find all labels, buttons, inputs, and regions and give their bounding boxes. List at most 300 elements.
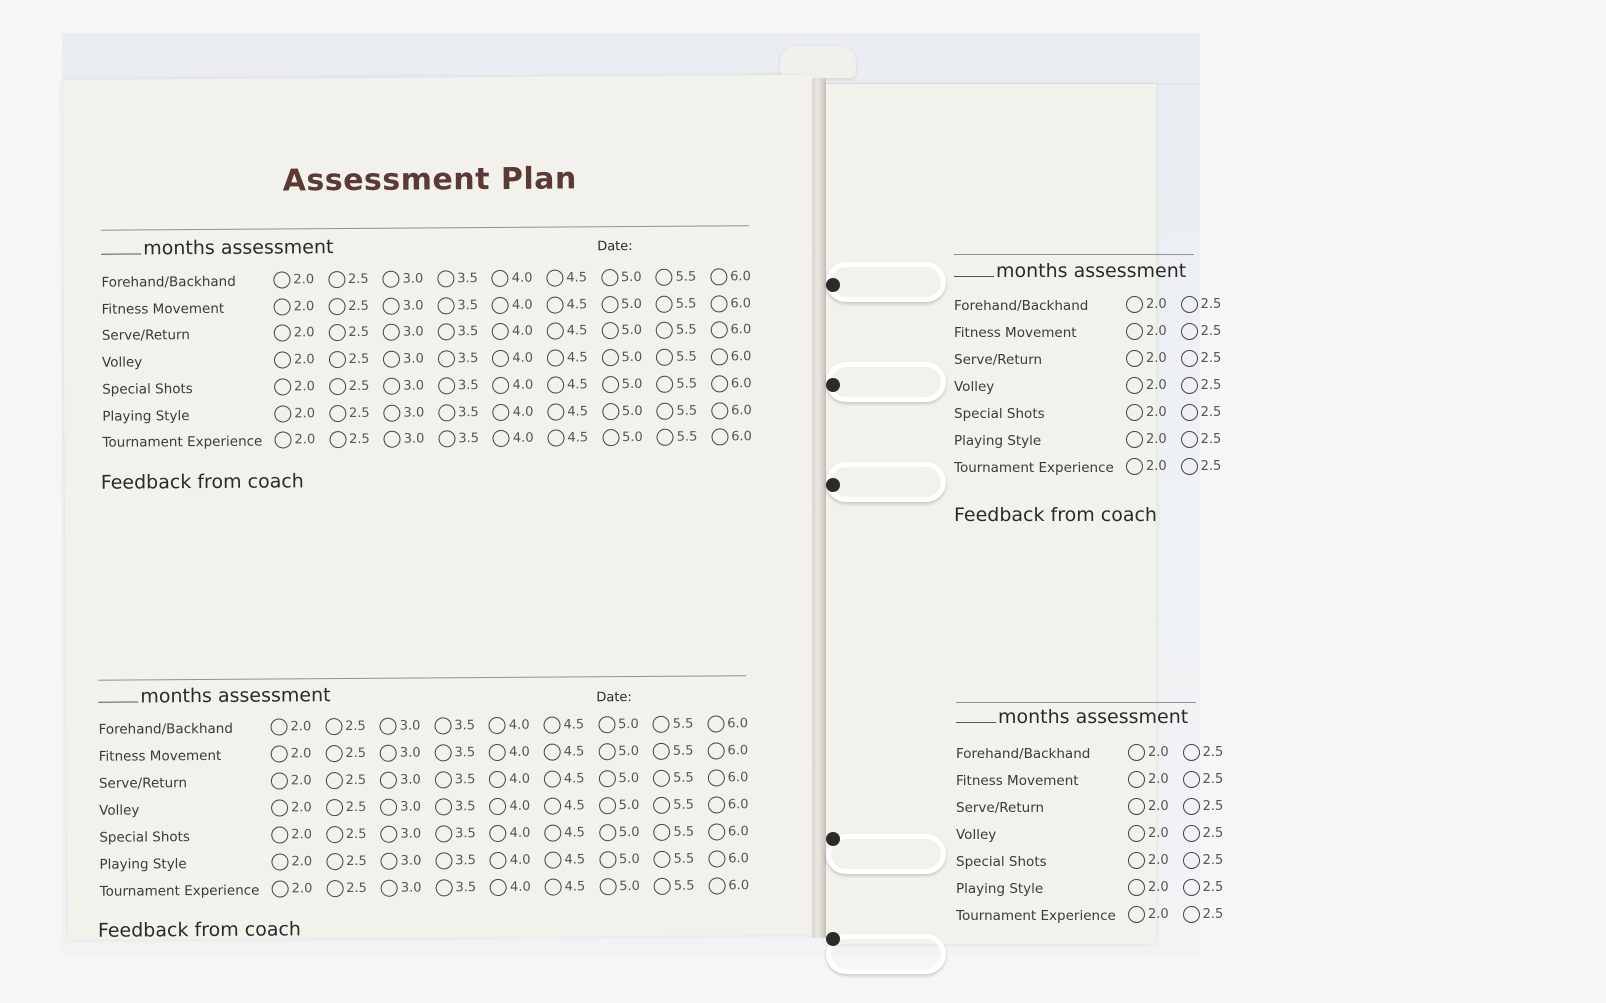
rating-options xyxy=(1126,404,1235,421)
radio-circle-icon xyxy=(274,352,291,369)
radio-circle-icon xyxy=(274,432,291,449)
radio-circle-icon xyxy=(545,879,562,896)
rating-value: 5.0 xyxy=(618,716,639,733)
rating-value: 6.0 xyxy=(728,878,750,894)
radio-circle-icon xyxy=(493,430,510,447)
rating-row xyxy=(954,404,1604,430)
rating-row xyxy=(956,744,1606,770)
category-label: Tournament Experience xyxy=(102,433,263,451)
rating-value: 4.0 xyxy=(512,324,533,340)
rating-option xyxy=(546,296,601,313)
rating-option xyxy=(381,879,436,896)
rating-row xyxy=(102,295,752,326)
rating-option xyxy=(710,295,765,312)
rating-option xyxy=(598,716,653,733)
rating-option xyxy=(656,349,711,366)
rating-row xyxy=(954,350,1604,376)
rating-value: 4.5 xyxy=(564,879,586,895)
rating-option xyxy=(544,797,599,814)
rating-options xyxy=(274,348,765,368)
rating-option xyxy=(1128,825,1183,842)
rating-option xyxy=(653,743,708,760)
rating-value: 2.5 xyxy=(346,880,367,897)
radio-circle-icon xyxy=(598,743,615,760)
radio-circle-icon xyxy=(381,853,398,870)
binder-ring xyxy=(826,834,946,874)
rating-option xyxy=(274,351,329,368)
rating-option xyxy=(547,323,602,340)
rating-value: 4.5 xyxy=(566,323,588,339)
assessment-section xyxy=(956,702,1224,962)
rating-value: 2.0 xyxy=(290,746,312,762)
rating-option xyxy=(602,402,657,419)
radio-circle-icon xyxy=(437,324,454,341)
rating-options xyxy=(1128,798,1237,815)
rating-option xyxy=(1181,350,1236,367)
radio-circle-icon xyxy=(326,799,343,816)
category-label: Serve/Return xyxy=(956,800,1045,816)
category-label: Playing Style xyxy=(102,407,190,425)
rating-option xyxy=(438,404,493,421)
section-rule xyxy=(954,254,1194,255)
rating-options xyxy=(274,428,765,448)
blank-line xyxy=(98,687,138,702)
radio-circle-icon xyxy=(435,825,452,842)
radio-circle-icon xyxy=(601,349,618,366)
radio-circle-icon xyxy=(711,429,728,446)
rating-option xyxy=(384,431,439,448)
rating-options xyxy=(1126,350,1235,367)
rating-value: 5.0 xyxy=(619,878,640,895)
rating-option xyxy=(435,852,490,869)
rating-row xyxy=(956,879,1606,905)
rating-option xyxy=(325,772,380,789)
rating-value: 5.0 xyxy=(618,743,640,760)
radio-circle-icon xyxy=(492,297,509,314)
rating-option xyxy=(710,268,765,285)
rating-value: 2.0 xyxy=(293,272,315,288)
radio-circle-icon xyxy=(599,797,616,814)
rating-option xyxy=(602,429,657,446)
rating-value: 2.0 xyxy=(1148,772,1169,787)
radio-circle-icon xyxy=(544,852,561,869)
rating-options xyxy=(274,375,765,395)
rating-option xyxy=(601,296,656,313)
rating-value: 2.0 xyxy=(1146,432,1167,447)
radio-circle-icon xyxy=(710,295,727,312)
rating-value: 2.5 xyxy=(1200,351,1222,366)
section-label: months assessment xyxy=(140,684,331,708)
rating-value: 3.0 xyxy=(403,378,425,394)
radio-circle-icon xyxy=(492,270,509,287)
radio-circle-icon xyxy=(325,718,342,735)
rating-value: 6.0 xyxy=(727,716,749,732)
rating-row xyxy=(99,823,749,854)
radio-circle-icon xyxy=(328,271,345,288)
radio-circle-icon xyxy=(547,350,564,367)
radio-circle-icon xyxy=(708,769,725,786)
section-title xyxy=(954,260,1186,282)
radio-circle-icon xyxy=(601,269,618,286)
rating-option xyxy=(655,268,710,285)
radio-circle-icon xyxy=(270,718,287,735)
rating-option xyxy=(383,350,438,367)
radio-circle-icon xyxy=(1126,350,1143,367)
rating-option xyxy=(601,269,656,286)
radio-circle-icon xyxy=(274,378,291,395)
rating-value: 5.5 xyxy=(672,770,694,786)
rating-option xyxy=(438,377,493,394)
radio-circle-icon xyxy=(602,429,619,446)
rating-option xyxy=(601,322,656,339)
radio-circle-icon xyxy=(1128,771,1145,788)
rating-option xyxy=(489,717,544,734)
rating-value: 2.5 xyxy=(1202,880,1224,895)
radio-circle-icon xyxy=(656,349,673,366)
radio-circle-icon xyxy=(383,351,400,368)
rating-option xyxy=(653,824,708,841)
rating-value: 2.0 xyxy=(1146,378,1167,393)
rating-value: 3.5 xyxy=(455,880,477,896)
rating-option xyxy=(329,404,384,421)
radio-circle-icon xyxy=(384,431,401,448)
radio-circle-icon xyxy=(656,376,673,393)
radio-circle-icon xyxy=(544,825,561,842)
blank-line xyxy=(954,262,994,277)
rating-option xyxy=(546,269,601,286)
rating-option xyxy=(434,744,489,761)
radio-circle-icon xyxy=(1128,852,1145,869)
rating-option xyxy=(707,715,762,732)
radio-circle-icon xyxy=(492,323,509,340)
rating-value: 4.5 xyxy=(564,825,585,841)
rating-option xyxy=(708,769,763,786)
radio-circle-icon xyxy=(543,717,560,734)
rating-option xyxy=(653,770,708,787)
rating-option xyxy=(325,718,380,735)
radio-circle-icon xyxy=(380,745,397,762)
rating-options xyxy=(1126,431,1235,448)
rating-row xyxy=(954,323,1604,349)
rating-option xyxy=(490,825,545,842)
radio-circle-icon xyxy=(708,823,725,840)
radio-circle-icon xyxy=(708,877,725,894)
rating-value: 4.0 xyxy=(511,297,533,313)
rating-option xyxy=(380,825,435,842)
rating-option xyxy=(489,771,544,788)
rating-value: 5.0 xyxy=(621,323,643,339)
rating-value: 5.5 xyxy=(676,403,698,419)
rating-value: 4.0 xyxy=(509,744,530,760)
rating-value: 5.0 xyxy=(618,824,640,841)
rating-value: 3.0 xyxy=(400,853,422,869)
rating-option xyxy=(1128,852,1183,869)
rating-value: 2.5 xyxy=(1200,459,1222,474)
radio-circle-icon xyxy=(380,772,397,789)
rating-option xyxy=(492,296,547,313)
radio-circle-icon xyxy=(601,296,618,313)
category-label: Serve/Return xyxy=(98,775,188,792)
radio-circle-icon xyxy=(434,717,451,734)
radio-circle-icon xyxy=(599,851,616,868)
rating-options xyxy=(1128,744,1237,761)
radio-circle-icon xyxy=(329,405,346,422)
rating-value: 4.5 xyxy=(566,270,588,286)
binder-ring xyxy=(826,262,946,302)
rating-value: 2.5 xyxy=(348,325,370,341)
radio-circle-icon xyxy=(329,431,346,448)
rating-value: 2.5 xyxy=(1202,826,1224,841)
radio-circle-icon xyxy=(601,323,618,340)
rating-option xyxy=(1128,906,1183,923)
rating-value: 3.5 xyxy=(457,351,479,367)
rating-value: 2.0 xyxy=(1146,324,1167,339)
rating-value: 3.0 xyxy=(400,772,421,788)
rating-option xyxy=(434,717,489,734)
rating-row xyxy=(956,798,1606,824)
rating-option xyxy=(708,877,763,894)
rating-option xyxy=(435,798,490,815)
rating-row xyxy=(99,742,749,773)
rating-option xyxy=(271,772,326,789)
radio-circle-icon xyxy=(437,297,454,314)
rating-option xyxy=(271,799,326,816)
rating-value: 2.0 xyxy=(291,881,313,897)
binder-ring xyxy=(826,934,946,974)
radio-circle-icon xyxy=(711,402,728,419)
rating-option xyxy=(1183,744,1238,761)
rating-option xyxy=(383,324,438,341)
rating-value: 5.5 xyxy=(673,797,694,813)
rating-value: 3.5 xyxy=(458,431,480,447)
rating-value: 4.0 xyxy=(508,717,530,733)
category-label: Playing Style xyxy=(99,856,187,873)
rating-option xyxy=(492,323,547,340)
rating-value: 4.0 xyxy=(509,879,531,895)
rating-value: 3.5 xyxy=(457,271,478,287)
rating-value: 5.5 xyxy=(673,824,695,840)
rating-option xyxy=(601,349,656,366)
rating-value: 4.0 xyxy=(511,270,533,286)
rating-value: 2.0 xyxy=(293,298,315,315)
rating-option xyxy=(492,270,547,287)
radio-circle-icon xyxy=(438,430,455,447)
rating-value: 2.0 xyxy=(291,827,313,843)
rating-value: 4.5 xyxy=(566,350,588,366)
radio-circle-icon xyxy=(546,270,563,287)
rating-value: 2.0 xyxy=(1148,826,1169,841)
category-label: Fitness Movement xyxy=(956,773,1079,789)
radio-circle-icon xyxy=(383,297,400,314)
rating-value: 3.0 xyxy=(402,271,424,287)
rating-option xyxy=(380,744,435,761)
rating-option xyxy=(438,350,493,367)
radio-circle-icon xyxy=(271,826,288,843)
rating-value: 2.0 xyxy=(1148,907,1169,922)
radio-circle-icon xyxy=(707,742,724,759)
rating-option xyxy=(380,717,435,734)
rating-option xyxy=(493,430,548,447)
radio-circle-icon xyxy=(490,879,507,896)
rating-options xyxy=(1128,771,1237,788)
category-label: Forehand/Backhand xyxy=(101,273,236,291)
rating-option xyxy=(381,852,436,869)
radio-circle-icon xyxy=(325,772,342,789)
rating-option xyxy=(328,297,383,314)
section-rule xyxy=(956,702,1196,703)
rating-value: 4.0 xyxy=(509,852,531,868)
rating-options xyxy=(1128,906,1237,923)
radio-circle-icon xyxy=(271,799,288,816)
rating-option xyxy=(492,376,547,393)
radio-circle-icon xyxy=(711,348,728,365)
section-label: months assessment xyxy=(996,260,1187,282)
rating-value: 5.5 xyxy=(675,296,697,312)
rating-value: 2.5 xyxy=(1200,324,1222,339)
radio-circle-icon xyxy=(490,852,507,869)
rating-row xyxy=(956,825,1606,851)
rating-option xyxy=(328,324,383,341)
rating-option xyxy=(492,350,547,367)
radio-circle-icon xyxy=(1126,296,1143,313)
rating-value: 2.0 xyxy=(293,352,315,368)
punch-hole xyxy=(826,378,840,392)
radio-circle-icon xyxy=(435,852,452,869)
rating-value: 2.5 xyxy=(1202,853,1224,868)
rating-row xyxy=(954,458,1604,484)
rating-value: 5.0 xyxy=(621,350,643,366)
radio-circle-icon xyxy=(438,377,455,394)
rating-option xyxy=(1126,431,1181,448)
rating-value: 5.5 xyxy=(676,349,697,365)
radio-circle-icon xyxy=(710,322,727,339)
radio-circle-icon xyxy=(598,716,615,733)
radio-circle-icon xyxy=(1126,404,1143,421)
rating-value: 2.5 xyxy=(349,432,370,448)
radio-circle-icon xyxy=(546,296,563,313)
rating-option xyxy=(1126,458,1181,475)
rating-options xyxy=(272,877,763,897)
radio-circle-icon xyxy=(1126,377,1143,394)
radio-circle-icon xyxy=(1128,906,1145,923)
category-label: Tournament Experience xyxy=(99,882,260,900)
rating-value: 3.5 xyxy=(455,826,476,842)
rating-option xyxy=(380,771,435,788)
rating-value: 5.5 xyxy=(675,322,697,339)
section-rule xyxy=(98,675,746,681)
rating-value: 4.5 xyxy=(567,403,589,419)
rating-value: 3.0 xyxy=(403,431,425,447)
radio-circle-icon xyxy=(383,271,400,288)
radio-circle-icon xyxy=(711,375,728,392)
rating-option xyxy=(545,878,600,895)
rating-option xyxy=(544,851,599,868)
section-title xyxy=(956,706,1188,728)
rating-value: 3.5 xyxy=(457,297,479,313)
radio-circle-icon xyxy=(1181,431,1198,448)
rating-value: 2.5 xyxy=(346,853,367,870)
rating-option xyxy=(274,431,329,448)
rating-option xyxy=(602,376,657,393)
rating-value: 6.0 xyxy=(728,851,749,867)
rating-option xyxy=(435,879,490,896)
rating-value: 3.5 xyxy=(455,853,476,869)
rating-option xyxy=(599,797,654,814)
page-spine xyxy=(812,78,826,938)
rating-options xyxy=(1128,825,1237,842)
rating-option xyxy=(547,349,602,366)
rating-value: 3.0 xyxy=(399,745,421,761)
rating-value: 2.0 xyxy=(291,800,312,816)
rating-value: 6.0 xyxy=(730,269,751,285)
rating-value: 6.0 xyxy=(727,797,749,813)
punch-hole xyxy=(826,832,840,846)
rating-option xyxy=(707,742,762,759)
rating-option xyxy=(435,771,490,788)
assessment-section xyxy=(98,675,750,940)
radio-circle-icon xyxy=(1181,404,1198,421)
rating-value: 2.5 xyxy=(1200,432,1222,447)
rating-value: 3.0 xyxy=(400,826,422,842)
rating-value: 6.0 xyxy=(730,349,752,365)
radio-circle-icon xyxy=(1181,350,1198,367)
rating-value: 3.5 xyxy=(454,745,476,761)
rating-option xyxy=(438,430,493,447)
rating-value: 5.0 xyxy=(618,797,640,814)
rating-option xyxy=(383,404,438,421)
rating-option xyxy=(271,745,326,762)
rating-value: 4.0 xyxy=(509,825,531,841)
rating-value: 2.5 xyxy=(1202,907,1224,922)
rating-option xyxy=(380,798,435,815)
rating-option xyxy=(383,270,438,287)
rating-row xyxy=(102,428,752,459)
rating-options xyxy=(1126,458,1235,475)
category-label: Tournament Experience xyxy=(954,460,1114,476)
rating-value: 4.0 xyxy=(512,350,534,366)
radio-circle-icon xyxy=(656,295,673,312)
rating-option xyxy=(1181,296,1236,313)
rating-option xyxy=(274,298,329,315)
rating-row xyxy=(99,796,749,827)
rating-option xyxy=(547,376,602,393)
radio-circle-icon xyxy=(383,377,400,394)
category-label: Special Shots xyxy=(99,829,191,846)
category-label: Playing Style xyxy=(954,433,1042,449)
rating-value: 6.0 xyxy=(730,295,752,312)
rating-value: 6.0 xyxy=(727,770,749,786)
radio-circle-icon xyxy=(489,744,506,761)
rating-option xyxy=(383,297,438,314)
rating-option xyxy=(329,431,384,448)
rating-option xyxy=(708,796,763,813)
rating-options xyxy=(1126,296,1235,313)
radio-circle-icon xyxy=(1128,798,1145,815)
radio-circle-icon xyxy=(656,402,673,419)
category-label: Volley xyxy=(99,802,140,819)
rating-value: 5.5 xyxy=(675,269,697,285)
radio-circle-icon xyxy=(707,715,724,732)
rating-option xyxy=(270,718,325,735)
radio-circle-icon xyxy=(547,323,564,340)
rating-value: 2.5 xyxy=(1202,799,1224,814)
rating-value: 5.0 xyxy=(620,269,642,286)
radio-circle-icon xyxy=(599,824,616,841)
rating-value: 2.5 xyxy=(348,405,370,421)
rating-value: 5.5 xyxy=(672,743,694,759)
rating-row xyxy=(102,402,752,433)
radio-circle-icon xyxy=(547,376,564,393)
